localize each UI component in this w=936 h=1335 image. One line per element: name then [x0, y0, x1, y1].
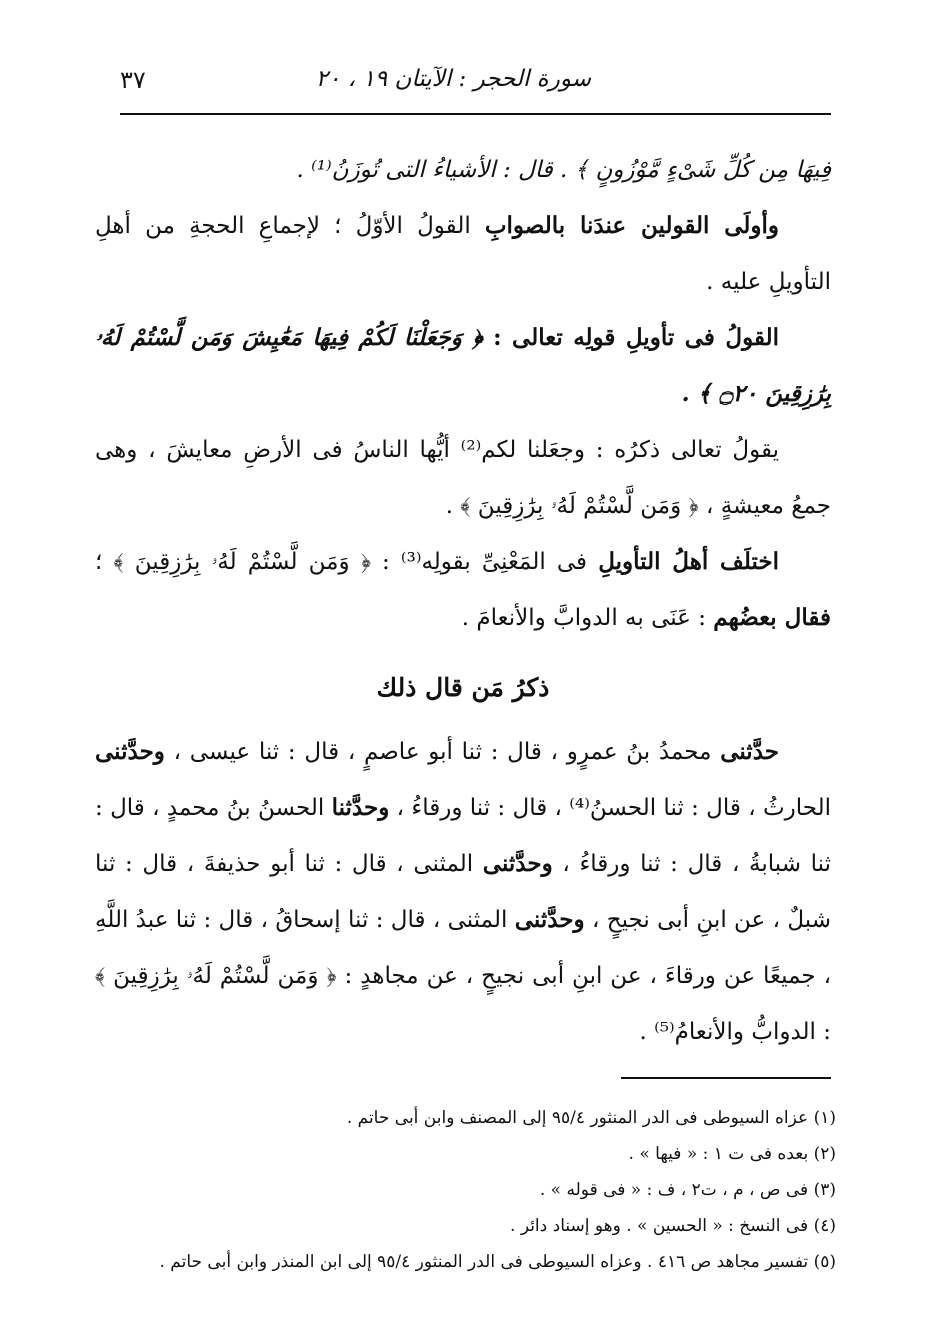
paragraph-isnad	[95, 724, 831, 1060]
text-span: الحارثُ ، قال : ثنا الحسنُ⁽⁴⁾ ، قال : ثنا ورقاءُ ،	[389, 795, 831, 821]
footnote: (٥) تفسير مجاهد ص ٤١٦ . وعزاه السيوطى فى الدر المنثور ٩٥/٤ إلى ابن المنذر وابن أبى حاتم .	[159, 1252, 836, 1272]
bold-phrase: وحدَّثنى	[482, 850, 553, 877]
main-text	[95, 142, 831, 1060]
quran-verse: ﴿ وَجَعَلْنَا لَكُمْ فِيهَا مَعَٰيِشَ وَمَن لَّسْتُمْ لَهُۥ بِرَٰزِقِينَ ۝٢٠ ﴾ .	[95, 324, 831, 407]
paragraph-verse-end: فِيهَا مِن كُلِّ شَىْءٍ مَّوْزُونٍ ﴾ . قال : الأشياءُ التى تُوزَنُ⁽¹⁾ .	[296, 157, 831, 183]
text-span: المثنى ، قال : ثنا أبو حذيفةَ ، قال : ثنا شبلٌ ، عن ابنِ أبى نجيحٍ ،	[95, 851, 832, 933]
page-number: ٣٧	[120, 66, 146, 94]
running-title: سورة الحجر : الآيتان ١٩ ، ٢٠	[315, 66, 591, 92]
bold-phrase: وحدَّثنى	[514, 906, 585, 933]
verse-heading: القولُ فى تأويلِ قولِه تعالى :	[493, 324, 779, 351]
bold-phrase: وحدَّثنا	[331, 794, 390, 821]
bold-phrase: وأولَى القولين عندَنا بالصوابِ	[484, 212, 780, 239]
footnote: (٢) بعده فى ت ١ : « فيها » .	[628, 1144, 836, 1164]
page-header	[120, 58, 831, 102]
footnotes	[120, 1100, 836, 1280]
text-span: القولُ الأوّلُ ؛ لإجماعِ الحجةِ من أهلِ التأويلِ عليه .	[95, 213, 831, 295]
footnote: (٣) فى ص ، م ، ت٢ ، ف : « فى قوله » .	[539, 1180, 836, 1200]
bold-phrase: فقال بعضُهم	[713, 604, 831, 631]
text-span: الحسنُ بنُ محمدٍ ، قال : ثنا شبابةُ ، قال : ثنا ورقاءُ ،	[95, 795, 831, 877]
bold-phrase: اختلَف أهلُ التأويلِ	[598, 548, 780, 575]
footnote-rule	[621, 1077, 831, 1079]
paragraph-disagreement	[95, 534, 831, 646]
text-span: فى المَعْنِىِّ بقولِه⁽³⁾ : ﴿ وَمَن لَّسْتُمْ لَهُۥ بِرَٰزِقِينَ ﴾ ؛	[95, 549, 599, 575]
paragraph-explanation: يقولُ تعالى ذكرُه : وجعَلنا لكم⁽²⁾ أيُّها الناسُ فى الأرضِ معايشَ ، وهى جمعُ معيشةٍ ، ﴿ وَمَن لَّسْتُمْ لَهُۥ بِرَٰزِقِينَ ﴾ .	[95, 437, 831, 519]
text-span: : عَنَى به الدوابَّ والأنعامَ .	[461, 605, 714, 631]
bold-phrase: وحدَّثنى	[95, 738, 165, 765]
section-heading: ذكرُ مَن قال ذلك	[376, 673, 550, 702]
text-span: محمدُ بنُ عمرٍو ، قال : ثنا أبو عاصمٍ ، قال : ثنا عيسى ،	[164, 739, 721, 765]
footnote: (٤) فى النسخ : « الحسين » . وهو إسناد دائر .	[510, 1216, 836, 1236]
paragraph-verse-heading	[95, 310, 831, 422]
bold-phrase: حدَّثنى	[720, 738, 779, 765]
text-span: المثنى ، قال : ثنا إسحاقُ ، قال : ثنا عبدُ اللَّهِ ، جميعًا عن ورقاءَ ، عن ابنِ أبى نجيحٍ ، عن مجاهدٍ : ﴿ وَمَن لَّسْتُمْ لَهُۥ بِرَٰزِقِينَ ﴾ : الدوابُّ والأنعامُ⁽⁵⁾ .	[95, 907, 831, 1045]
paragraph-preferred-view	[95, 198, 831, 310]
footnote: (١) عزاه السيوطى فى الدر المنثور ٩٥/٤ إلى المصنف وابن أبى حاتم .	[346, 1108, 836, 1128]
header-rule	[120, 113, 831, 115]
